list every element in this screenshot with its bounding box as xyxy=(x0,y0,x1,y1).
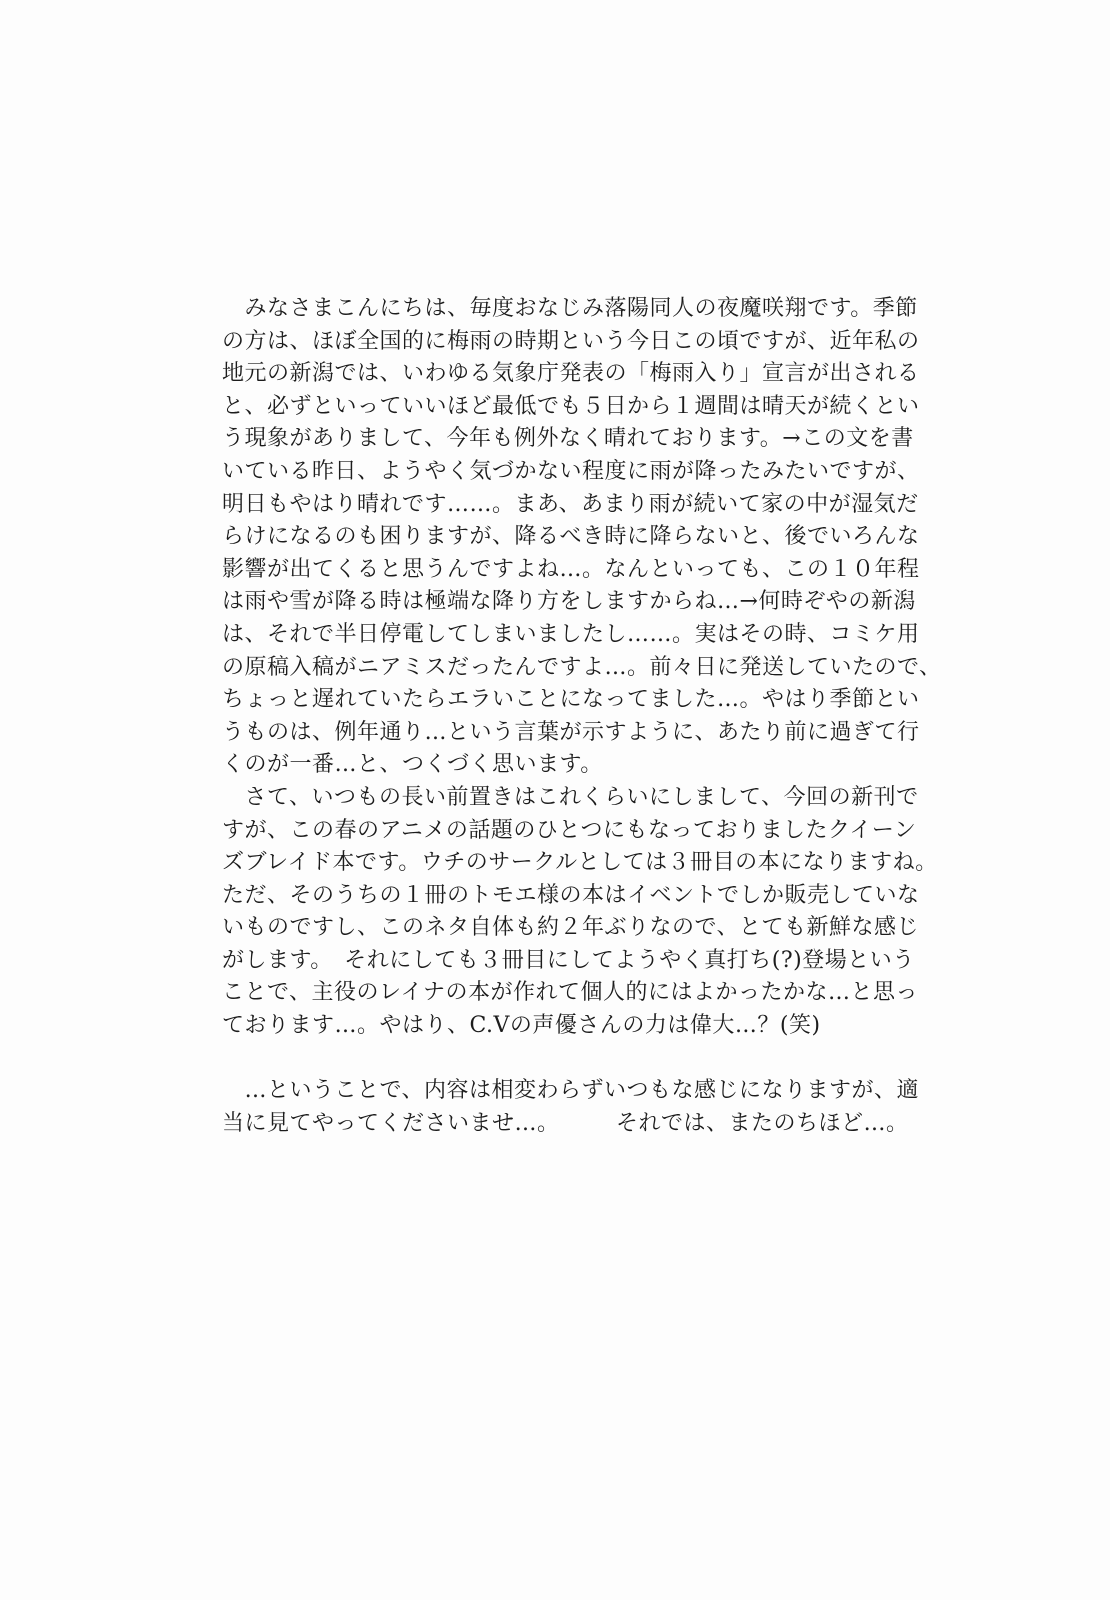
text-line: いている昨日、ようやく気づかない程度に雨が降ったみたいですが、 xyxy=(222,458,920,484)
paragraph-1 xyxy=(222,293,942,782)
text-line: ちょっと遅れていたらエラいことになってました…。やはり季節とい xyxy=(222,687,920,713)
text-line: は雨や雪が降る時は極端な降り方をしますからね…→何時ぞやの新潟 xyxy=(222,589,916,615)
text-line: ております…。やはり、C.Vの声優さんの力は偉大…？(笑) xyxy=(222,1013,821,1039)
text-line: くのが一番…と、つくづく思います。 xyxy=(222,752,603,778)
text-line: ことで、主役のレイナの本が作れて個人的にはよかったかな…と思っ xyxy=(222,980,918,1006)
body-text xyxy=(222,293,942,1140)
paragraph-2 xyxy=(222,782,938,1043)
paragraph-gap xyxy=(222,1043,932,1076)
text-line: みなさまこんにちは、毎度おなじみ落陽同人の夜魔咲翔です。季節 xyxy=(222,296,918,321)
text-line: 影響が出てくると思うんですよね…。なんといっても、この１０年程 xyxy=(222,556,920,582)
text-line: 地元の新潟では、いわゆる気象庁発表の「梅雨入り」宣言が出される xyxy=(222,361,920,387)
text-line: ズブレイド本です。ウチのサークルとしては３冊目の本になりますね。 xyxy=(222,850,938,876)
text-line: いものですし、このネタ自体も約２年ぶりなので、とても新鮮な感じ xyxy=(222,915,920,941)
text-line: う現象がありまして、今年も例外なく晴れております。→この文を書 xyxy=(222,426,914,452)
text-line: すが、この春のアニメの話題のひとつにもなっておりましたクイーン xyxy=(222,817,917,843)
text-line: の原稿入稿がニアミスだったんですよ…。前々日に発送していたので、 xyxy=(222,654,942,680)
text-line: がします。 それにしても３冊目にしてようやく真打ち(?)登場という xyxy=(222,947,915,973)
text-line: さて、いつもの長い前置きはこれくらいにしまして、今回の新刊で xyxy=(222,784,919,810)
text-line: と、必ずといっていいほど最低でも５日から１週間は晴天が続くとい xyxy=(222,393,920,419)
text-line: 明日もやはり晴れです……。まあ、あまり雨が続いて家の中が湿気だ xyxy=(222,491,919,517)
text-line: …ということで、内容は相変わらずいつもな感じになりますが、適 xyxy=(222,1078,920,1104)
text-line: うものは、例年通り…という言葉が示すように、あたり前に過ぎて行 xyxy=(222,719,920,745)
text-line: は、それで半日停電してしまいましたし……。実はその時、コミケ用 xyxy=(222,621,920,647)
text-line: ただ、そのうちの１冊のトモエ様の本はイベントでしか販売していな xyxy=(222,882,920,908)
paragraph-3 xyxy=(222,1075,932,1140)
text-line: らけになるのも困りますが、降るべき時に降らないと、後でいろんな xyxy=(222,524,920,550)
text-line: 当に見てやってくださいませ…。 それでは、またのちほど…。 xyxy=(222,1110,909,1136)
text-line: の方は、ほぼ全国的に梅雨の時期という今日この頃ですが、近年私の xyxy=(222,328,920,354)
